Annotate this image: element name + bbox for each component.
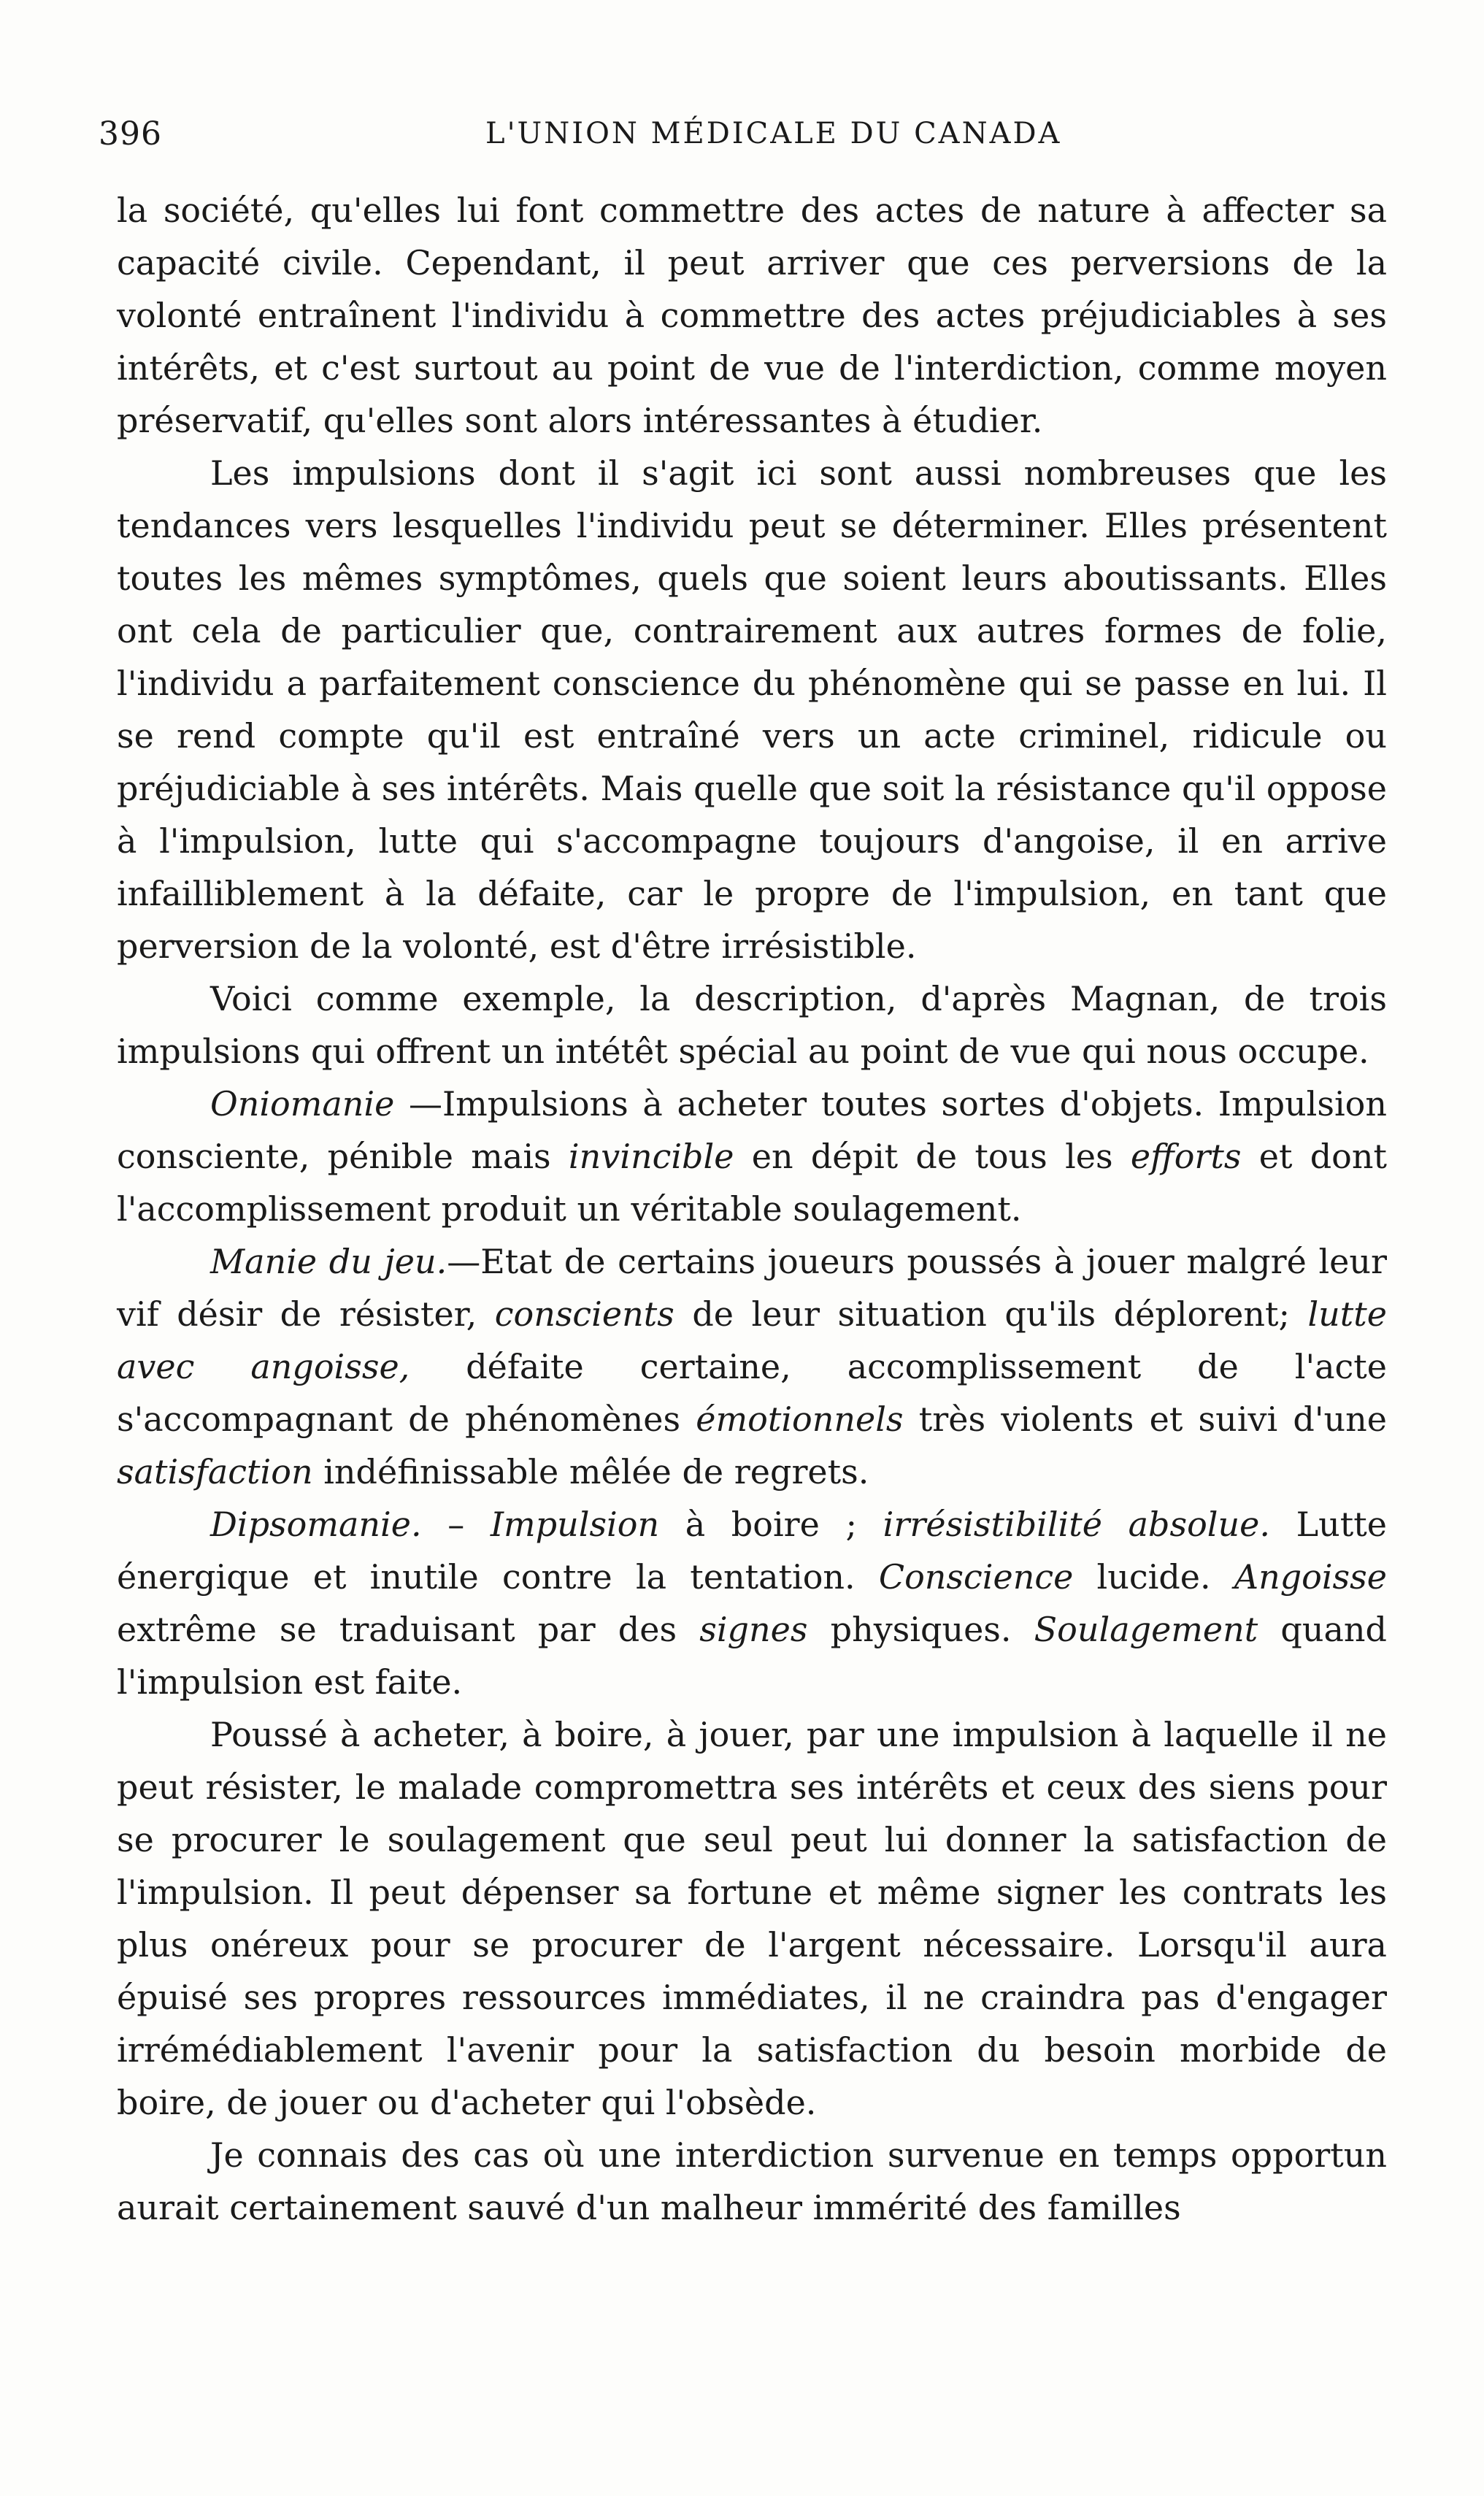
emphasis: satisfaction [117,1452,313,1491]
paragraph-manie-du-jeu [117,1235,1387,1498]
text-run: – [421,1505,491,1544]
text-run: et dont l'accomplissement produit un véritable soulagement. [117,1137,1387,1229]
text-run: Lutte énergique et inutile contre la tentation. [117,1505,1387,1597]
term-dipsomanie: Dipsomanie. [210,1505,422,1544]
paragraph: la société, qu'elles lui font commettre des actes de nature à affecter sa capacité civile. Cependant, il peut arriver que ces perversions de la volonté entraînent l'individu à commettre des actes préjudiciables à ses intérêts, et c'est surtout au point de vue de l'interdiction, comme moyen préservatif, qu'elles sont alors intéressantes à étudier. [117,191,1387,440]
text-run: extrême se traduisant par des [117,1610,700,1649]
emphasis: signes [699,1610,808,1649]
text-run: physiques. [807,1610,1034,1649]
text-run: défaite certaine, accomplissement de l'acte s'accompagnant de phénomènes [117,1347,1387,1439]
emphasis: émotionnels [696,1399,904,1439]
text-run: à boire ; [659,1505,883,1544]
text-run: très violents et suivi d'une [903,1399,1387,1439]
text-run: —Impulsions à acheter toutes sortes d'objets. Impulsion consciente, pénible mais [117,1084,1387,1176]
emphasis: lutte avec angoisse, [117,1294,1387,1386]
emphasis: Conscience [878,1557,1074,1597]
page-header [99,110,1383,168]
emphasis: efforts [1130,1137,1242,1176]
text-run: lucide. [1073,1557,1234,1597]
text-run: quand l'impulsion est faite. [117,1610,1387,1702]
paragraph: Poussé à acheter, à boire, à jouer, par une impulsion à laquelle il ne peut résister, le malade compromettra ses intérêts et ceux des siens pour se procurer le soulagement que seul peut lui donner la satisfaction de l'impulsion. Il peut dépenser sa fortune et même signer les contrats les plus onéreux pour se procurer de l'argent nécessaire. Lorsqu'il aura épuisé ses propres ressources immédiates, il ne craindra pas d'engager irrémédiablement l'avenir pour la satisfaction du besoin morbide de boire, de jouer ou d'acheter qui l'obsède. [117,1715,1387,2122]
emphasis: invincible [568,1137,734,1176]
paragraph: Je connais des cas où une interdiction survenue en temps opportun aurait certainement sauvé d'un malheur immérité des familles [117,2135,1387,2227]
paragraph: Voici comme exemple, la description, d'après Magnan, de trois impulsions qui offrent un intétêt spécial au point de vue qui nous occupe. [117,979,1387,1071]
running-title: L'UNION MÉDICALE DU CANADA [485,117,1062,150]
emphasis: Soulagement [1034,1610,1258,1649]
text-run: de leur situation qu'ils déplorent; [674,1294,1308,1334]
text-run: —Etat de certains joueurs poussés à jouer malgré leur vif désir de résister, [117,1242,1387,1334]
emphasis: Angoisse [1234,1557,1387,1597]
term-oniomanie: Oniomanie [210,1084,395,1124]
paragraph: Les impulsions dont il s'agit ici sont aussi nombreuses que les tendances vers lesquelles l'individu peut se déterminer. Elles présentent toutes les mêmes symptômes, quels que soient leurs aboutissants. Elles ont cela de particulier que, contrairement aux autres formes de folie, l'individu a parfaitement conscience du phénomène qui se passe en lui. Il se rend compte qu'il est entraîné vers un acte criminel, ridicule ou préjudiciable à ses intérêts. Mais quelle que soit la résistance qu'il oppose à l'impulsion, lutte qui s'accompagne toujours d'angoise, il en arrive infailliblement à la défaite, car le propre de l'impulsion, en tant que perversion de la volonté, est d'être irrésistible. [117,453,1387,966]
emphasis: Impulsion [490,1505,660,1544]
paragraph-dipsomanie [117,1498,1387,1708]
emphasis: irrésistibilité absolue. [883,1505,1270,1544]
text-run: en dépit de tous les [734,1137,1131,1176]
text-run: indéfinissable mêlée de regrets. [312,1452,869,1491]
body-text [117,184,1387,2234]
paragraph-oniomanie [117,1078,1387,1235]
term-manie-du-jeu: Manie du jeu. [210,1242,447,1281]
emphasis: conscients [494,1294,674,1334]
page-number: 396 [99,115,162,153]
